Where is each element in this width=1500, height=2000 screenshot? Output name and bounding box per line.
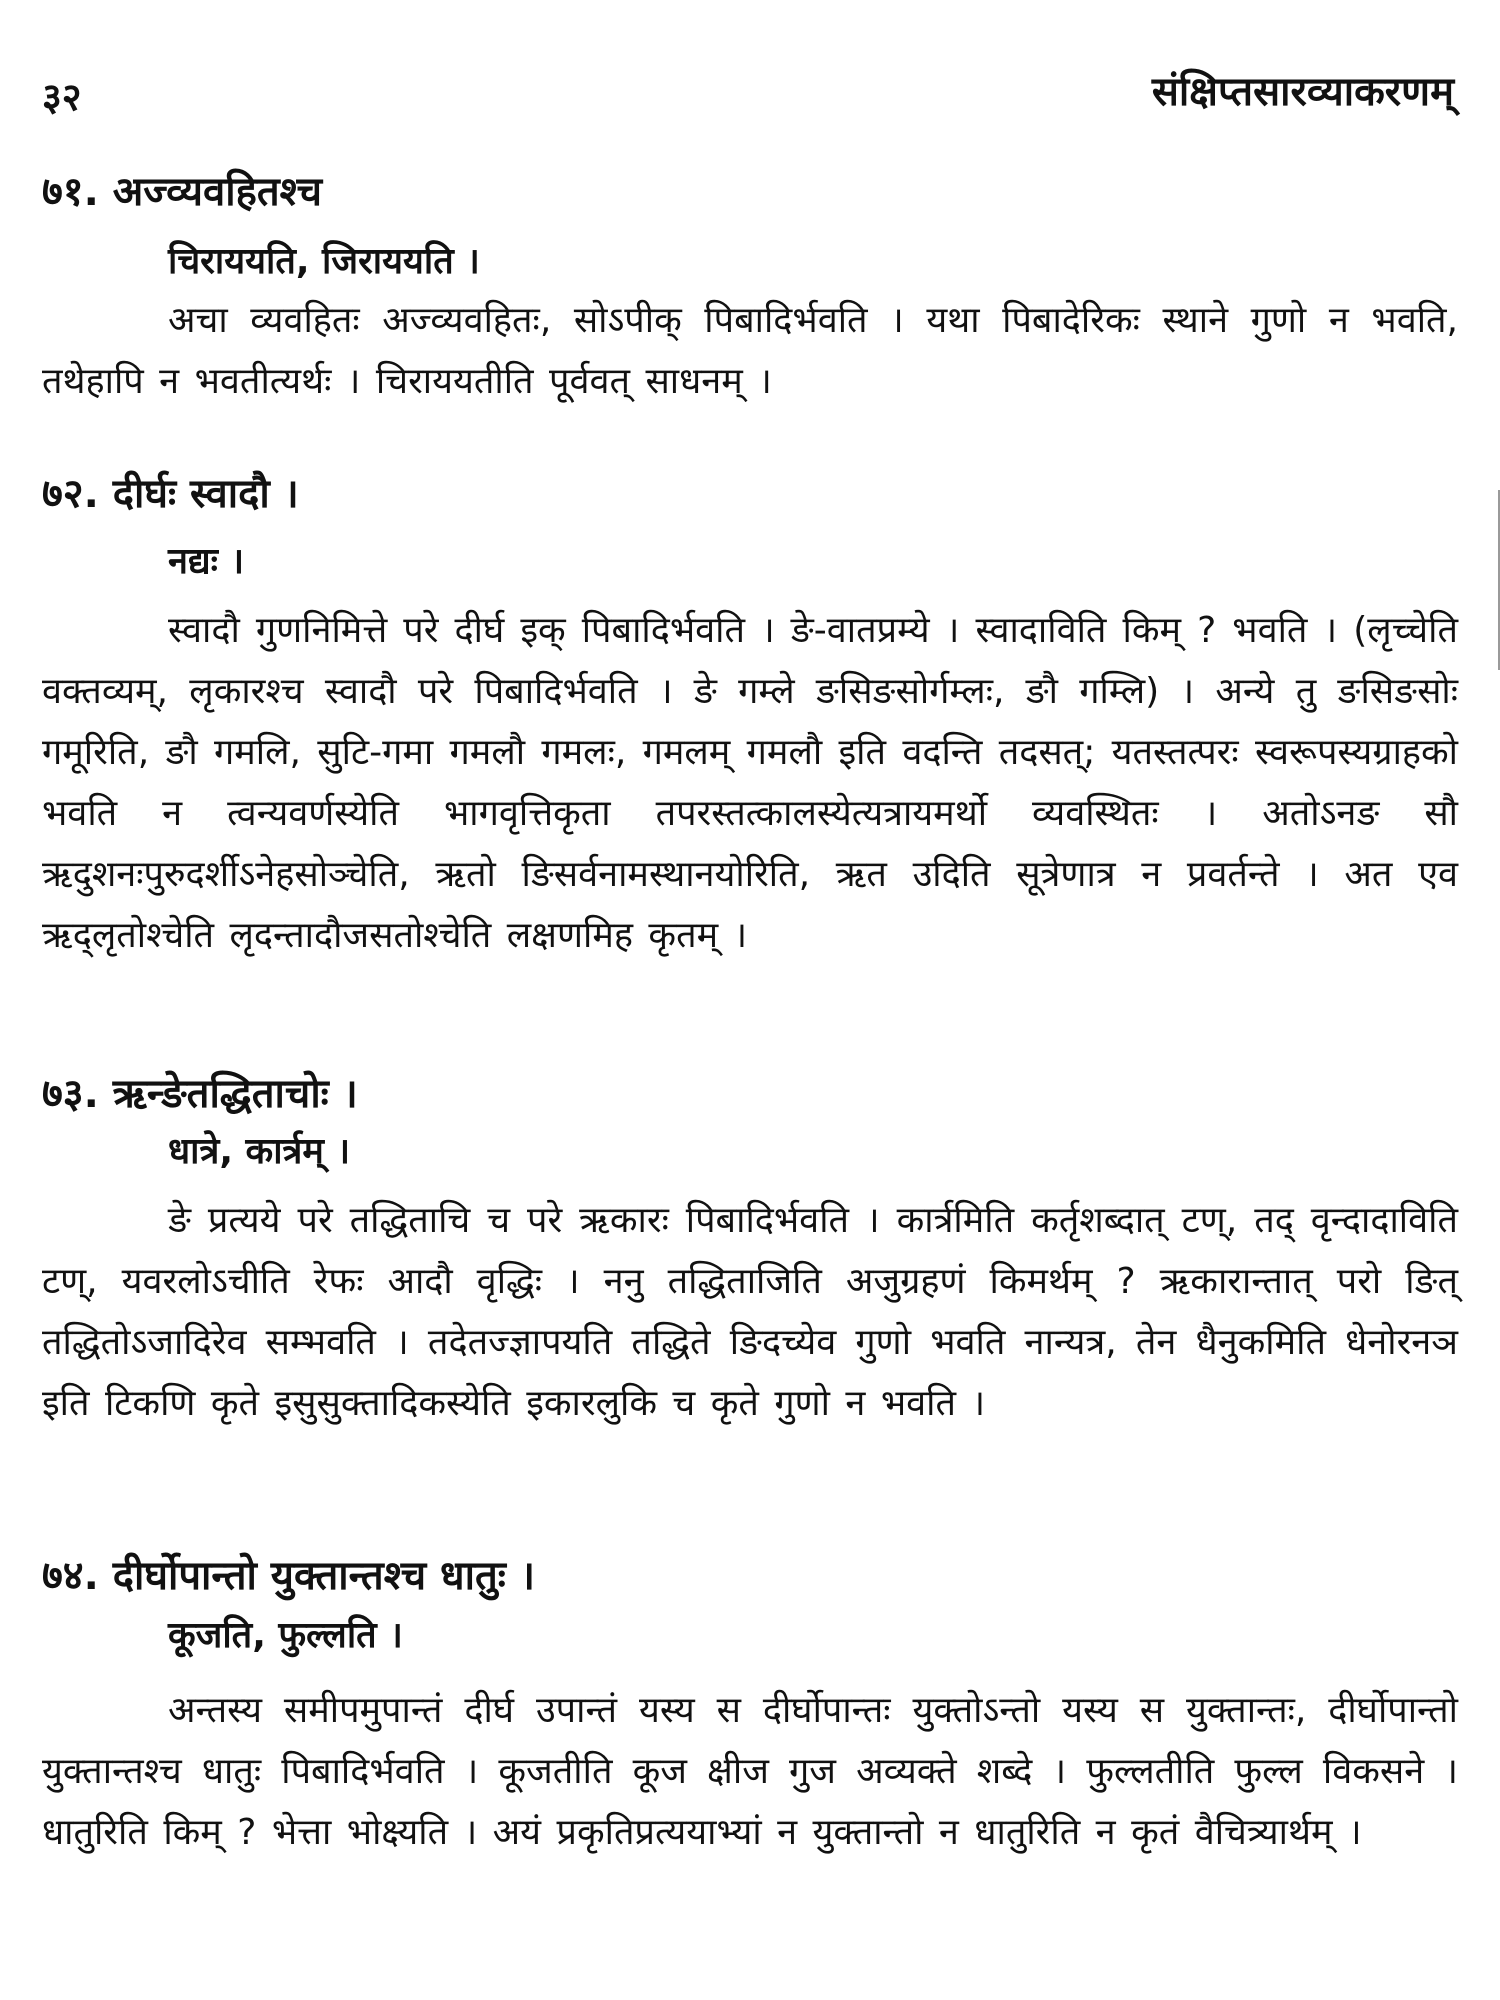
running-header-title: संक्षिप्तसारव्याकरणम् xyxy=(1151,69,1454,115)
sutra-example: कूजति, फुल्लति । xyxy=(168,1615,403,1656)
sutra-commentary: स्वादौ गुणनिमित्ते परे दीर्घ इक् पिबादिर्भवति । ङे-वातप्रम्ये । स्वादाविति किम् ? भवति । (लृच्चेति वक्तव्यम्, लृकारश्च स्वादौ परे पिबादिर्भवति । ङे गम्ले ङसिङसोर्गम्लः, ङौ गम्लि) । अन्ये तु ङसिङसोः गमूरिति, ङौ गमलि, सुटि-गमा गमलौ गमलः, गमलम् गमलौ इति वदन्ति तदसत्; यतस्तत्परः स्वरूपस्यग्राहको भवति न त्वन्यवर्णस्येति भागवृत्तिकृता तपरस्तत्कालस्येत्यत्रायमर्थो व्यवस्थितः । अतोऽनङ सौ ऋदुशनःपुरुदर्शीऽनेहसोञ्चेति, ऋतो ङिसर्वनामस्थानयोरिति, ऋत उदिति सूत्रेणात्र न प्रवर्तन्ते । अत एव ऋद्लृतोश्चेति लृदन्तादौजसतोश्चेति लक्षणमिह कृतम् । xyxy=(42,610,1458,956)
sutra-commentary: अचा व्यवहितः अज्व्यवहितः, सोऽपीक् पिबादिर्भवति । यथा पिबादेरिकः स्थाने गुणो न भवति, तथेहापि न भवतीत्यर्थः । चिराययतीति पूर्ववत् साधनम् । xyxy=(42,300,1458,402)
sutra-example: नद्यः । xyxy=(168,541,245,582)
sutra-example: चिराययति, जिराययति । xyxy=(168,241,480,282)
sutra-commentary: ङे प्रत्यये परे तद्धिताचि च परे ऋकारः पिबादिर्भवति । कार्त्रमिति कर्तृशब्दात् टण्, तद् वृन्दादाविति टण्, यवरलोऽचीति रेफः आदौ वृद्धिः । ननु तद्धिताजिति अजुग्रहणं किमर्थम् ? ऋकारान्तात् परो ङित् तद्धितोऽजादिरेव सम्भवति । तदेतज्ज्ञापयति तद्धिते ङिदच्येव गुणो भवति नान्यत्र, तेन धैनुकमिति धेनोरनञ इति टिकणि कृते इसुसुक्तादिकस्येति इकारलुकि च कृते गुणो न भवति । xyxy=(42,1200,1458,1424)
sutra-heading: ७४. दीर्घोपान्तो युक्तान्तश्च धातुः । xyxy=(42,1553,535,1599)
page-number: ३२ xyxy=(42,75,82,119)
sutra-heading: ७१. अज्व्यवहितश्च xyxy=(42,169,323,215)
sutra-heading: ७२. दीर्घः स्वादौ । xyxy=(42,471,299,517)
sutra-commentary: अन्तस्य समीपमुपान्तं दीर्घ उपान्तं यस्य स दीर्घोपान्तः युक्तोऽन्तो यस्य स युक्तान्तः, दीर्घोपान्तो युक्तान्तश्च धातुः पिबादिर्भवति । कूजतीति कूज क्षीज गुज अव्यक्ते शब्दे । फुल्लतीति फुल्ल विकसने । धातुरिति किम् ? भेत्ता भोक्ष्यति । अयं प्रकृतिप्रत्ययाभ्यां न युक्तान्तो न धातुरिति न कृतं वैचित्र्यार्थम् । xyxy=(42,1690,1458,1853)
sutra-example: धात्रे, कार्त्रम् । xyxy=(168,1131,351,1172)
sutra-heading: ७३. ऋन्ङेतद्धिताचोः । xyxy=(42,1071,358,1117)
